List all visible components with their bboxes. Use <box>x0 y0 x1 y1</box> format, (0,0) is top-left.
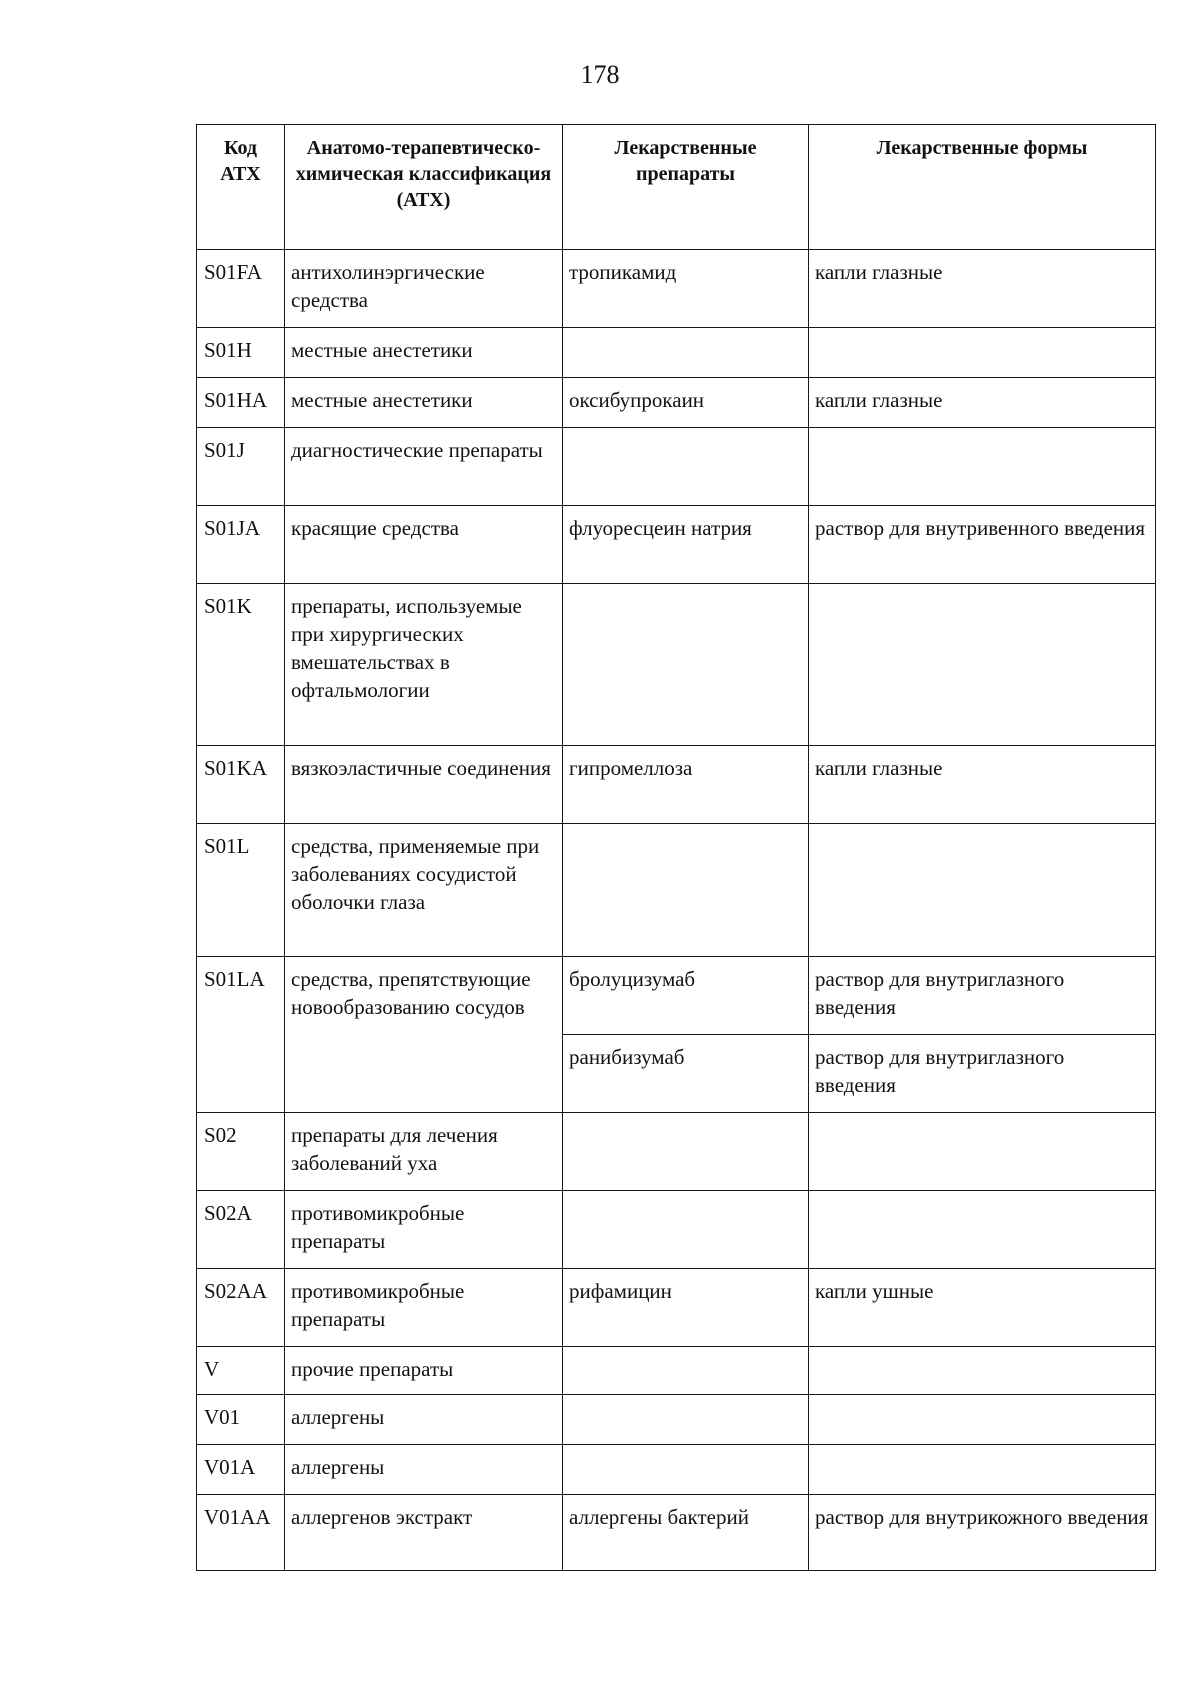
table-row <box>197 506 1156 584</box>
cell-code: S02A <box>197 1191 285 1269</box>
cell-form: раствор для внутривенного введения <box>809 506 1156 584</box>
cell-drug <box>563 824 809 957</box>
cell-classification: диагностические препараты <box>285 428 563 506</box>
cell-classification: местные анестетики <box>285 378 563 428</box>
table-row <box>197 957 1156 1035</box>
table-row <box>197 250 1156 328</box>
cell-classification: средства, препятствующие новообразованию сосудов <box>285 957 563 1113</box>
cell-form <box>809 1113 1156 1191</box>
cell-drug <box>563 1445 809 1495</box>
cell-form: раствор для внутрикожного введения <box>809 1495 1156 1571</box>
cell-drug <box>563 1113 809 1191</box>
table-row <box>197 1445 1156 1495</box>
cell-drug: гипромеллоза <box>563 746 809 824</box>
cell-form: раствор для внутриглазного введения <box>809 1035 1156 1113</box>
cell-form: капли ушные <box>809 1269 1156 1347</box>
table-row <box>197 1191 1156 1269</box>
table-row <box>197 1495 1156 1571</box>
cell-drug <box>563 328 809 378</box>
cell-classification: антихолинэргические средства <box>285 250 563 328</box>
cell-classification: аллергены <box>285 1445 563 1495</box>
cell-form: капли глазные <box>809 746 1156 824</box>
cell-code: S02AA <box>197 1269 285 1347</box>
cell-form <box>809 428 1156 506</box>
cell-classification: вязкоэластичные соединения <box>285 746 563 824</box>
cell-form <box>809 1395 1156 1445</box>
cell-code: S01JA <box>197 506 285 584</box>
cell-code: S01J <box>197 428 285 506</box>
cell-form <box>809 824 1156 957</box>
cell-form <box>809 1445 1156 1495</box>
table-row <box>197 584 1156 746</box>
cell-code: S01LA <box>197 957 285 1113</box>
cell-drug <box>563 1191 809 1269</box>
atx-drug-table <box>196 124 1156 1571</box>
cell-code: V01AA <box>197 1495 285 1571</box>
cell-form: капли глазные <box>809 378 1156 428</box>
cell-classification: препараты, используемые при хирургических вмешательствах в офтальмологии <box>285 584 563 746</box>
table-row <box>197 824 1156 957</box>
page-number: 178 <box>580 60 620 89</box>
table-row <box>197 328 1156 378</box>
cell-classification: противомикробные препараты <box>285 1269 563 1347</box>
table-row <box>197 378 1156 428</box>
table-row <box>197 1269 1156 1347</box>
cell-code: V01 <box>197 1395 285 1445</box>
cell-code: V <box>197 1347 285 1395</box>
header-drugs: Лекарственные препараты <box>563 125 809 250</box>
cell-form <box>809 584 1156 746</box>
header-code: Код АТХ <box>197 125 285 250</box>
cell-code: S01HA <box>197 378 285 428</box>
cell-classification: аллергены <box>285 1395 563 1445</box>
cell-code: S01KA <box>197 746 285 824</box>
cell-drug: аллергены бактерий <box>563 1495 809 1571</box>
cell-drug: тропикамид <box>563 250 809 328</box>
cell-code: S01L <box>197 824 285 957</box>
cell-drug: рифамицин <box>563 1269 809 1347</box>
cell-form <box>809 328 1156 378</box>
cell-drug <box>563 1347 809 1395</box>
cell-code: S01FA <box>197 250 285 328</box>
table-row <box>197 746 1156 824</box>
cell-form <box>809 1347 1156 1395</box>
cell-classification: противомикробные препараты <box>285 1191 563 1269</box>
table-row <box>197 1113 1156 1191</box>
cell-drug: флуоресцеин натрия <box>563 506 809 584</box>
table-row <box>197 1347 1156 1395</box>
cell-code: S02 <box>197 1113 285 1191</box>
header-classification: Анатомо-терапевтическо-химическая классификация (АТХ) <box>285 125 563 250</box>
cell-classification: средства, применяемые при заболеваниях сосудистой оболочки глаза <box>285 824 563 957</box>
cell-form <box>809 1191 1156 1269</box>
cell-drug <box>563 428 809 506</box>
cell-classification: аллергенов экстракт <box>285 1495 563 1571</box>
cell-code: S01H <box>197 328 285 378</box>
table-row <box>197 1395 1156 1445</box>
cell-drug: оксибупрокаин <box>563 378 809 428</box>
cell-drug: бролуцизумаб <box>563 957 809 1035</box>
table-row <box>197 428 1156 506</box>
cell-code: V01A <box>197 1445 285 1495</box>
header-forms: Лекарственные формы <box>809 125 1156 250</box>
cell-code: S01K <box>197 584 285 746</box>
cell-classification: прочие препараты <box>285 1347 563 1395</box>
cell-form: раствор для внутриглазного введения <box>809 957 1156 1035</box>
cell-drug <box>563 1395 809 1445</box>
cell-classification: местные анестетики <box>285 328 563 378</box>
cell-form: капли глазные <box>809 250 1156 328</box>
table-header-row <box>197 125 1156 250</box>
cell-classification: красящие средства <box>285 506 563 584</box>
cell-drug <box>563 584 809 746</box>
cell-classification: препараты для лечения заболеваний уха <box>285 1113 563 1191</box>
cell-drug: ранибизумаб <box>563 1035 809 1113</box>
